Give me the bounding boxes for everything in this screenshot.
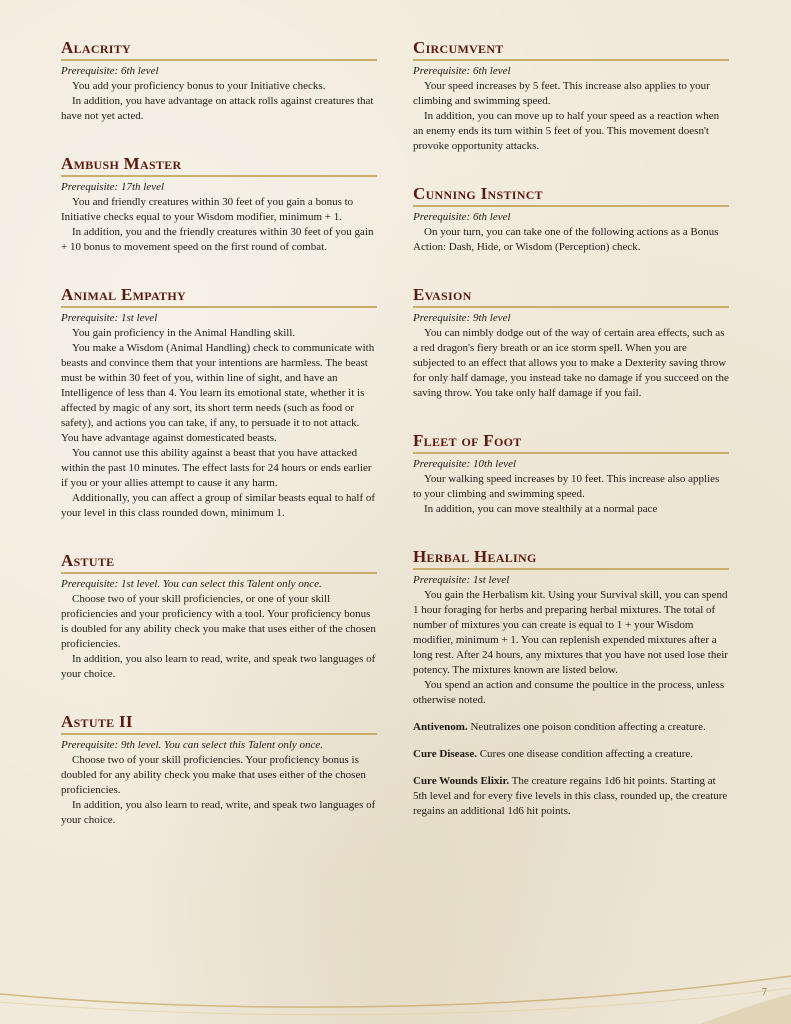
talent-prerequisite: Prerequisite: 1st level. You can select this Talent only once. [61,578,322,590]
talent-title: Alacrity [61,38,377,61]
talent-title: Evasion [413,285,729,308]
talent-prerequisite: Prerequisite: 17th level [61,181,165,193]
talent-ambush-master [61,154,377,255]
talent-title: Ambush Master [61,154,377,177]
mixture-name: Cure Disease. [413,748,477,760]
talent-paragraph: In addition, you also learn to read, write, and speak two languages of your choice. [61,799,376,826]
talent-title: Astute [61,551,377,574]
mixture-item [413,720,729,735]
talent-herbal-healing [413,547,729,819]
talent-title: Cunning Instinct [413,184,729,207]
mixture-text: Cures one disease condition affecting a creature. [479,748,694,760]
talent-prerequisite: Prerequisite: 9th level. You can select this Talent only once. [61,739,324,751]
talent-paragraph: You cannot use this ability against a beast that you have attacked within the past 10 minutes. The effect lasts for 24 hours or ends earlier if you or your allies attempt to cause it any harm. [61,447,372,489]
talent-paragraph: You make a Wisdom (Animal Handling) check to communicate with beasts and convince them that your intentions are harmless. The beast must be within 30 feet of you, within line of sight, and have an Intelligence of less than 4. You learn its emotional state, whether it is affected by magic of any sort, its short term needs (such as food or safety), and actions you can take, if any, to persuade it to not attack. You have advantage against domesticated beasts. [61,342,375,444]
talent-paragraph: Your speed increases by 5 feet. This increase also applies to your climbing and swimming speed. [413,80,710,107]
talent-paragraph: You gain proficiency in the Animal Handling skill. [72,327,296,339]
talent-paragraph: You and friendly creatures within 30 feet of you gain a bonus to Initiative checks equal to your Wisdom modifier, minimum + 1. [61,196,354,223]
talent-circumvent [413,38,729,154]
mixture-name: Antivenom. [413,721,468,733]
mixture-item [413,747,729,762]
talent-title: Herbal Healing [413,547,729,570]
talent-paragraph: You can nimbly dodge out of the way of certain area effects, such as a red dragon's fiery breath or an ice storm spell. When you are subjected to an effect that allows you to make a Dexterity saving throw for only half damage, you instead take no damage if you succeed on the saving throw. You take only half damage if you fail. [413,327,729,399]
talent-title: Fleet of Foot [413,431,729,454]
left-column [61,38,377,858]
mixture-text: Neutralizes one poison condition affecting a creature. [470,721,706,733]
talent-prerequisite: Prerequisite: 6th level [413,65,511,77]
talent-prerequisite: Prerequisite: 1st level [61,312,158,324]
talent-paragraph: In addition, you and the friendly creatures within 30 feet of you gain + 10 bonus to movement speed on the first round of combat. [61,226,374,253]
talent-prerequisite: Prerequisite: 6th level [61,65,159,77]
talent-paragraph: In addition, you can move stealthily at a normal pace [424,503,658,515]
footer-decoration [0,954,791,1024]
talent-paragraph: In addition, you have advantage on attack rolls against creatures that have not yet acted. [61,95,374,122]
talent-paragraph: You add your proficiency bonus to your Initiative checks. [72,80,326,92]
mixture-text: The creature regains 1d6 hit points. Starting at 5th level and for every five levels in this class, rounded up, the creature regains an additional 1d6 hit points. [413,775,728,817]
talent-paragraph: In addition, you also learn to read, write, and speak two languages of your choice. [61,653,376,680]
talent-prerequisite: Prerequisite: 9th level [413,312,511,324]
mixture-item [413,774,729,819]
talent-prerequisite: Prerequisite: 10th level [413,458,517,470]
talent-paragraph: Choose two of your skill proficiencies. Your proficiency bonus is doubled for any ability check you make that uses either of the chosen proficiencies. [61,754,366,796]
talent-paragraph: In addition, you can move up to half your speed as a reaction when an enemy ends its turn within 5 feet of you. This movement doesn't provoke opportunity attacks. [413,110,720,152]
talent-prerequisite: Prerequisite: 1st level [413,574,510,586]
talent-evasion [413,285,729,401]
talent-paragraph: You gain the Herbalism kit. Using your Survival skill, you can spend 1 hour foraging for herbs and preparing herbal mixtures. The total of number of mixtures you can create is equal to 1 + your Wisdom modifier, minimum + 1. You can replenish expended mixtures after a long rest. After 24 hours, any mixtures that you have not used lose their potency. The mixtures known are listed below. [413,589,728,676]
talent-cunning-instinct [413,184,729,255]
talent-paragraph: Choose two of your skill proficiencies, or one of your skill proficiencies and your proficiency with a tool. Your proficiency bonus is doubled for any ability check you make that uses either of the chosen proficiencies. [61,593,376,650]
talent-astute [61,551,377,682]
talent-astute-ii [61,712,377,828]
talent-title: Astute II [61,712,377,735]
talent-paragraph: On your turn, you can take one of the following actions as a Bonus Action: Dash, Hide, or Wisdom (Perception) check. [413,226,719,253]
talent-animal-empathy [61,285,377,521]
mixture-name: Cure Wounds Elixir. [413,775,510,787]
talent-alacrity [61,38,377,124]
talent-paragraph: You spend an action and consume the poultice in the process, unless otherwise noted. [413,679,725,706]
right-column [413,38,729,849]
page-number: 7 [762,987,767,998]
talent-fleet-of-foot [413,431,729,517]
talent-title: Circumvent [413,38,729,61]
talent-paragraph: Additionally, you can affect a group of similar beasts equal to half of your level in this class rounded down, minimum 1. [61,492,376,519]
talent-prerequisite: Prerequisite: 6th level [413,211,511,223]
talent-title: Animal Empathy [61,285,377,308]
talent-paragraph: Your walking speed increases by 10 feet. This increase also applies to your climbing and swimming speed. [413,473,720,500]
